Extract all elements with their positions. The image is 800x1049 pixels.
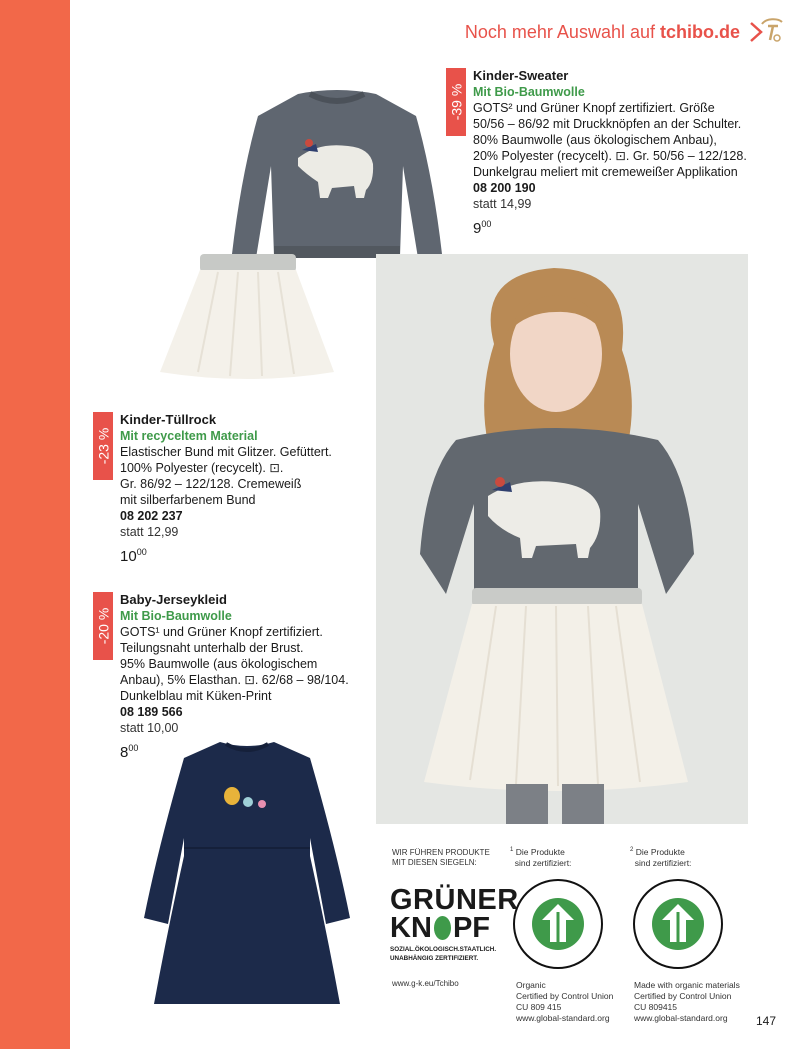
price: $10^{00}$ — [120, 547, 147, 565]
product-name: Baby-Jerseykleid — [120, 592, 227, 607]
old-price: statt 14,99 — [473, 197, 532, 211]
price: $8^{00}$ — [120, 743, 139, 761]
link-site: tchibo.de — [660, 21, 740, 42]
certification-1: Organic Certified by Control Union CU 809 415 www.global-standard.org — [516, 980, 614, 1023]
article-number: 08 189 566 — [120, 705, 183, 719]
discount-badge-skirt: -23 % — [93, 412, 113, 480]
dress-image — [140, 738, 354, 1010]
link-prefix: Noch mehr Auswahl auf — [464, 21, 655, 42]
model-photo — [376, 254, 748, 824]
footnote-1: $^1$ Die Produkte sind zertifiziert: — [510, 846, 572, 868]
sweater-image — [228, 86, 446, 266]
girl-photo-image — [376, 254, 748, 824]
page-number: 147 — [755, 1014, 776, 1028]
seal-intro: WIR FÜHREN PRODUKTE MIT DIESEN SIEGELN: — [392, 848, 490, 867]
product-description: Elastischer Bund mit Glitzer. Gefüttert. 100% Polyester (recycelt). ⊡. Gr. 86/92 – 122/128. Cremeweiß mit silberfarbenem Bund — [120, 445, 332, 507]
footnote-2: $^2$ Die Produkte sind zertifiziert: — [630, 846, 692, 868]
gots-seal-icon — [632, 878, 724, 970]
product-skirt — [120, 412, 370, 565]
old-price: statt 12,99 — [120, 525, 179, 539]
more-selection-link[interactable] — [465, 20, 766, 44]
button-seal-icon — [434, 916, 451, 940]
certification-2: Made with organic materials Certified by Control Union CU 809415 www.global-standard.org — [634, 980, 740, 1023]
side-stripe — [0, 0, 70, 1049]
article-number: 08 202 237 — [120, 509, 183, 523]
gk-url: www.g-k.eu/Tchibo — [392, 979, 459, 988]
gots-seal-icon — [512, 878, 604, 970]
product-description: GOTS¹ und Grüner Knopf zertifiziert. Teilungsnaht unterhalb der Brust. 95% Baumwolle (aus ökologischem Anbau), 5% Elasthan. ⊡. 62/68 – 98/104. Dunkelblau mit Küken-Print — [120, 625, 349, 703]
skirt-image — [158, 254, 336, 384]
article-number: 08 200 190 — [473, 181, 536, 195]
product-dress — [120, 592, 370, 761]
old-price: statt 10,00 — [120, 721, 179, 735]
product-description: GOTS² und Grüner Knopf zertifiziert. Größe 50/56 – 86/92 mit Druckknöpfen an der Schulter. 80% Baumwolle (aus ökologischem Anbau), 20% Polyester (recycelt). ⊡. Gr. 50/56 – 122/128. Dunkelgrau meliert mit cremeweißer Applikation — [473, 101, 747, 179]
gruener-knopf-seal: GRÜNER KN PF SOZIAL.ÖKOLOGISCH.STAATLICH. UNABHÄNGIG ZERTIFIZIERT. — [390, 884, 519, 962]
price: $9^{00}$ — [473, 219, 492, 237]
discount-badge-dress: -20 % — [93, 592, 113, 660]
tchibo-logo-icon — [756, 14, 786, 44]
discount-badge-sweater: -39 % — [446, 68, 466, 136]
product-subtitle: Mit recyceltem Material — [120, 429, 258, 443]
product-subtitle: Mit Bio-Baumwolle — [473, 85, 585, 99]
product-name: Kinder-Tüllrock — [120, 412, 217, 427]
product-subtitle: Mit Bio-Baumwolle — [120, 609, 232, 623]
product-sweater — [473, 68, 748, 237]
product-name: Kinder-Sweater — [473, 68, 569, 83]
